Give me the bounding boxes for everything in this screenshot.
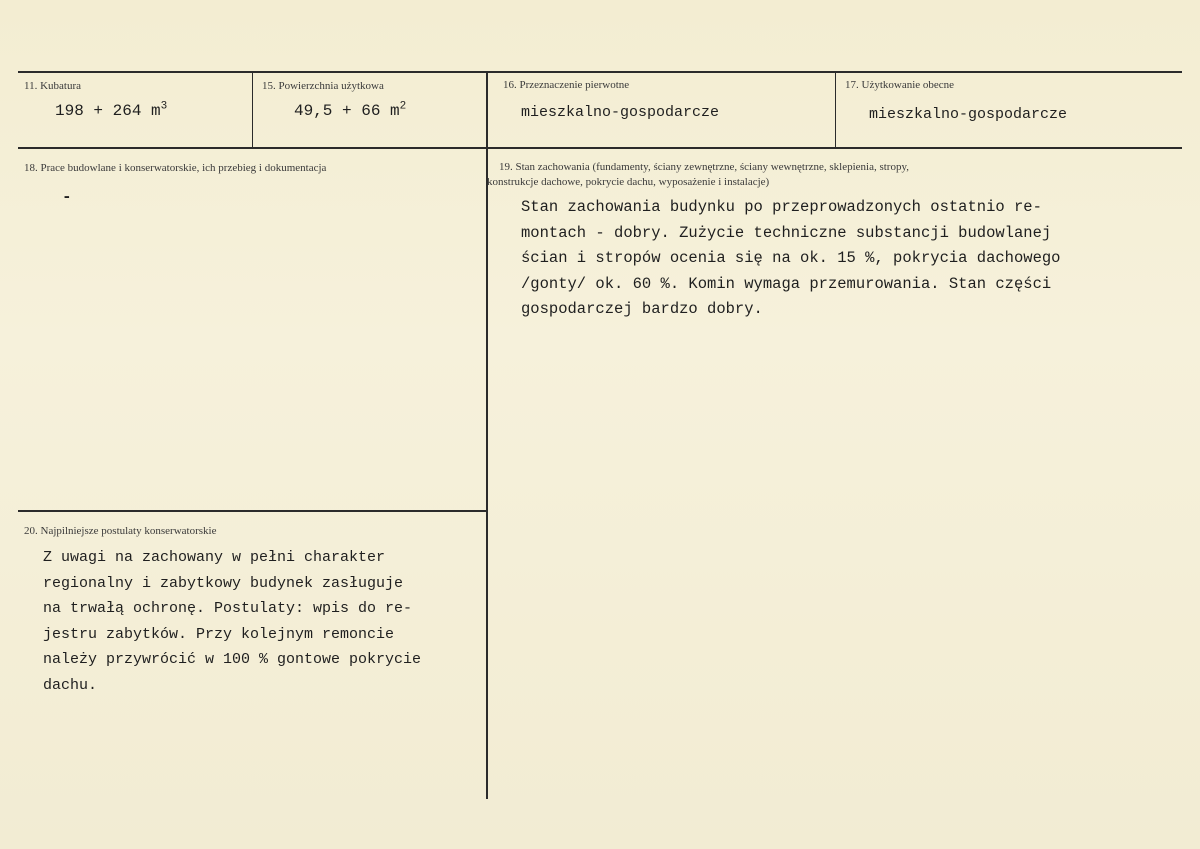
row1-bottom-rule <box>18 147 1182 149</box>
kubatura-number: 198 + 264 m <box>55 102 161 120</box>
usable-area-label: 15. Powierzchnia użytkowa <box>262 80 384 92</box>
kubatura-value <box>55 102 167 120</box>
condition-line: ścian i stropów ocenia się na ok. 15 %, pokrycia dachowego <box>521 249 1061 267</box>
divider-11-15 <box>252 72 253 148</box>
postulates-line: należy przywrócić w 100 % gontowe pokrycie <box>43 651 422 668</box>
original-purpose-label: 16. Przeznaczenie pierwotne <box>503 79 630 91</box>
postulates-line: Z uwagi na zachowany w pełni charakter <box>43 549 386 566</box>
condition-line: /gonty/ ok. 60 %. Komin wymaga przemurowania. Stan części <box>521 274 1052 293</box>
works-value: - <box>62 188 72 206</box>
condition-line: Stan zachowania budynku po przeprowadzonych ostatnio re- <box>521 198 1042 216</box>
postulates-text <box>43 545 421 698</box>
divider-16-17 <box>835 72 836 148</box>
condition-line: gospodarczej bardzo dobry. <box>521 300 763 318</box>
postulates-line: jestru zabytków. Przy kolejnym remoncie <box>43 625 395 643</box>
usable-area-number: 49,5 + 66 m <box>294 102 400 120</box>
original-purpose-value: mieszkalno-gospodarcze <box>521 104 720 121</box>
current-use-value: mieszkalno-gospodarcze <box>869 106 1068 123</box>
condition-line: montach - dobry. Zużycie techniczne substancji budowlanej <box>521 223 1052 242</box>
usable-area-value <box>294 102 406 120</box>
condition-label-line2: konstrukcje dachowe, pokrycie dachu, wyposażenie i instalacje) <box>487 176 770 188</box>
condition-text <box>521 195 1061 323</box>
top-rule <box>18 71 1182 73</box>
works-label: 18. Prace budowlane i konserwatorskie, ich przebieg i dokumentacja <box>24 162 327 174</box>
kubatura-label: 11. Kubatura <box>24 80 82 92</box>
postulates-line: na trwałą ochronę. Postulaty: wpis do re- <box>43 600 413 617</box>
section-20-rule <box>18 510 486 512</box>
postulates-line: dachu. <box>43 676 98 694</box>
condition-label-line1: 19. Stan zachowania (fundamenty, ściany zewnętrzne, ściany wewnętrzne, sklepienia, stropy, <box>499 161 910 173</box>
postulates-label: 20. Najpilniejsze postulaty konserwatorskie <box>24 525 217 537</box>
kubatura-exponent: 3 <box>160 100 168 113</box>
postulates-line: regionalny i zabytkowy budynek zasługuje <box>43 574 404 592</box>
current-use-label: 17. Użytkowanie obecne <box>845 79 955 91</box>
usable-area-exponent: 2 <box>399 100 407 113</box>
